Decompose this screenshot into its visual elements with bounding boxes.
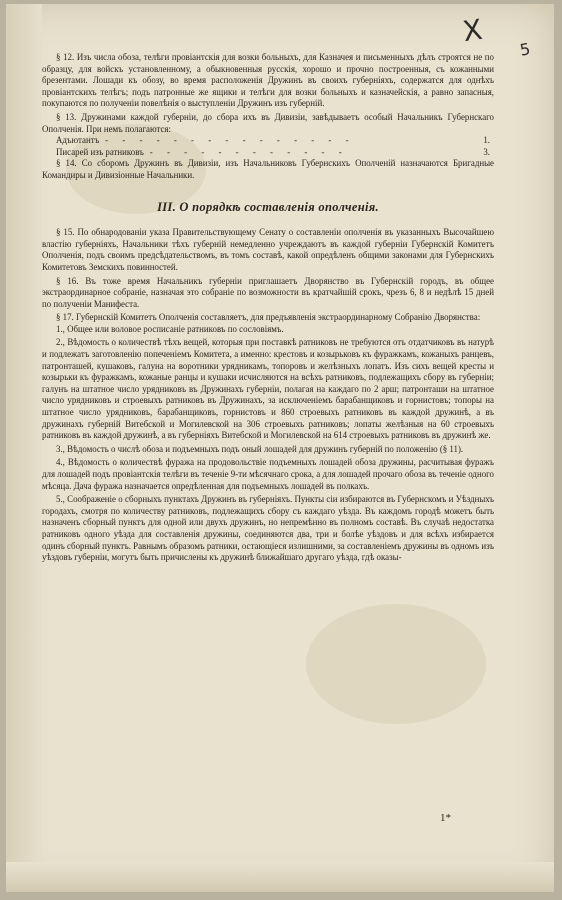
staff-role: Писарей изъ ратниковъ [56,146,144,157]
list-item-1: 1., Общее или воловое росписаніе ратниковъ по сословіямъ. [56,323,284,334]
document-body [42,52,494,564]
staff-leader-dots: - - - - - - - - - - - - [149,146,348,157]
list-item-2: 2., Вѣдомость о количествѣ тѣхъ вещей, которыя при поставкѣ ратниковъ не требуются отъ отдатчиковъ въ натурѣ и подлежатъ заготовленію попеченіемъ Комитета, а именно: крестовъ и козырьковъ къ фуражкамъ, кожаныхъ ранцевъ, патронташей, кушаковъ, галуна на воротники урядникамъ, топоровъ и желѣзныхъ лопатъ. Изъ сихъ вещей кресты и козырьки къ фуражкамъ, кожаные ранцы и кушаки исчисляются на всѣхъ ратниковъ, подлежащихъ сбору въ губерніи; галунъ на штатное число урядниковъ въ Дружинахъ губерніи, полагая на каждаго по 2 арш; патронташи на штатное число урядниковъ и строевыхъ ратниковъ въ Дружинахъ, за исключеніемъ барабанщиковъ и горнистовъ; топоры на штатное число урядниковъ, барабанщиковъ, горнистовъ и 860 строевыхъ ратниковъ въ каждой дружинѣ, а въ дружинахъ губерній Витебской и Могилевской на 306 строевыхъ ратниковъ; лопаты желѣзныя на 60 строевыхъ ратниковъ въ каждой дружинѣ, а въ губерніяхъ Витебской и Могилевской на 614 строевыхъ ратниковъ въ дружинѣ же. [42,337,494,441]
staff-row [42,135,494,147]
chapter-heading: III. О порядкѣ составленія ополченія. [157,199,379,214]
folio-mark: 1* [440,812,451,824]
list-items [42,324,494,564]
section-15: § 15. По обнародованіи указа Правительствующему Сенату о составленіи ополченія въ указанныхъ Высочайшею властію губерніяхъ, Начальники тѣхъ губерній немедленно учреждаютъ въ каждой губерніи Губернскій Комитетъ Ополченія, подъ своимъ предсѣдательствомъ, въ томъ составѣ, какой опредѣленъ общими законами для Губернскихъ Комитетовъ Земскихъ повинностей. [42,227,494,272]
list-item-5: 5., Соображеніе о сборныхъ пунктахъ Дружинъ въ губерніяхъ. Пункты сіи избираются въ Губернскомъ и Уѣздныхъ городахъ, смотря по количеству ратниковъ, подлежащихъ сбору съ каждаго уѣзда. Въ каждомъ городѣ можетъ быть назначенъ сборный пунктъ для одной или двухъ дружинъ, но непремѣнно въ полномъ составѣ. Въ случаѣ недостатка ратниковъ одного уѣзда для составленія дружины, соединяются два, три и болѣе уѣздовъ и для всѣхъ избирается одинъ сборный пунктъ. Равнымъ образомъ ратники, остающіеся излишними, за составленіемъ дружины въ одномъ изъ уѣздовъ губерніи, могутъ быть причислены къ дружинѣ ближайшаго другаго уѣзда, гдѣ оказы- [42,494,495,563]
handwritten-page-number: 5 [518,39,532,60]
paper-stain [306,604,486,724]
section-13: § 13. Дружинами каждой губерніи, до сбора ихъ въ Дивизіи, завѣдываетъ особый Начальникъ Губернскаго Ополченія. При немъ полагаются: [42,111,494,134]
paper-edge-left [6,4,42,892]
section-12: § 12. Изъ числа обоза, телѣги провіантскія для возки больныхъ, для Казначея и письменныхъ дѣлъ строятся не по образцу, для войскъ установленному, а обыкновенныя русскія, хорошо и прочно построенныя, съ кожанными брезентами. Лошади къ обозу, во время расположенія Дружинъ въ своихъ губерніяхъ, содержатся для однѣхъ провіантскихъ телѣгъ; подъ патронные же ящики и телѣги для возки больныхъ и казначейскія, а равно запасныя, покупаются по полученіи повелѣнія о выступленіи Дружинъ изъ губерній. [42,52,494,109]
list-item-4: 4., Вѣдомость о количествѣ фуража на продовольствіе подъемныхъ лошадей обоза дружины, расчитывая фуражъ для лошадей подъ провіантскія телѣги въ теченіе 9-ти мѣсячнаго срока, а для лошадей прочаго обоза въ теченіе одного мѣсяца. Дача фуража назначается опредѣленная для подъемныхъ лошадей въ полкахъ. [42,457,494,491]
staff-count: 1. [483,135,490,146]
staff-role: Адъютантъ [56,135,100,146]
list-item-3: 3., Вѣдомость о числѣ обоза и подъемныхъ подъ оный лошадей для дружинъ губерній по положенію (§ 11). [56,443,464,454]
staff-leader-dots: - - - - - - - - - - - - - - - [105,135,355,146]
section-14: § 14. Со сборомъ Дружинъ въ Дивизіи, изъ Начальниковъ Губернскихъ Ополченій назначаются Бригадные Командиры и Дивизіонные Начальники. [42,158,494,180]
handwritten-x-mark: X [460,12,485,49]
staff-row [42,147,494,159]
paper-edge-bottom [6,862,554,892]
section-16: § 16. Въ тоже время Начальникъ губерніи приглашаетъ Дворянство въ Губернскій городъ, въ общее экстраординарное собраніе, назначая это собраніе по возможности въ кратчайшій срокъ, чрезъ 6, 8 и недѣлѣ 15 дней по полученіи Манифеста. [42,275,494,309]
section-17: § 17. Губернскій Комитетъ Ополченія составляетъ, для предъявленія экстраординарному Собранію Дворянства: [56,312,481,323]
staff-count: 3. [483,146,490,157]
